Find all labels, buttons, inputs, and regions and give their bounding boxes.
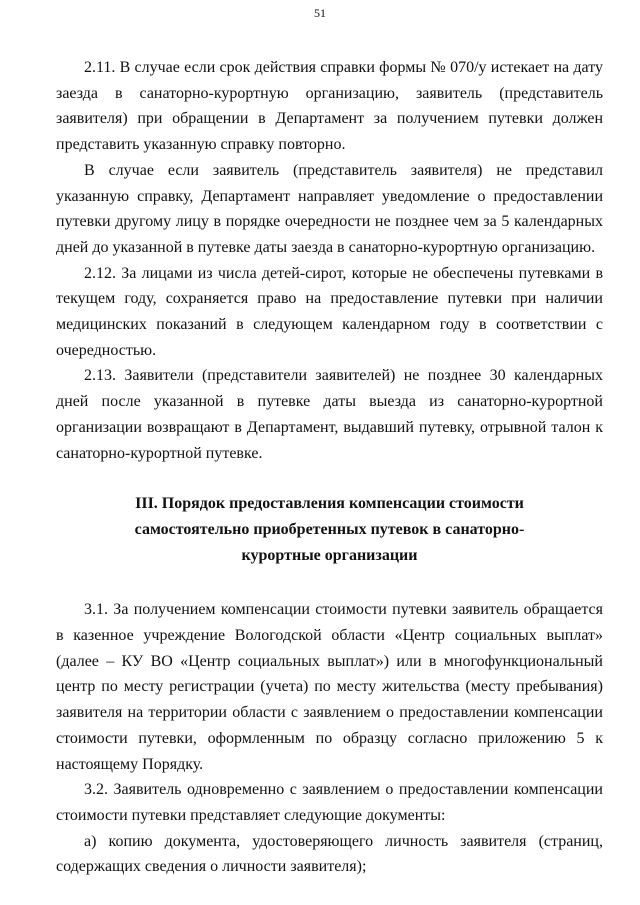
paragraph-2-13: 2.13. Заявители (представители заявителей) не позднее 30 календарных дней после указанной в путевке даты выезда из санаторно-курортной организации возвращают в Департамент, выдавший путевку, отрывной талон к санаторно-курортной путевке.: [56, 367, 603, 462]
page-number: 51: [314, 6, 326, 20]
section-heading: III. Порядок предоставления компенсации стоимости самостоятельно приобретенных путевок в санаторно-курортные организации: [134, 495, 525, 564]
paragraph-3-2-a: а) копию документа, удостоверяющего личность заявителя (страниц, содержащих сведения о личности заявителя);: [56, 832, 603, 876]
paragraph-3-1: 3.1. За получением компенсации стоимости путевки заявитель обращается в казенное учреждение Вологодской области «Центр социальных выплат» (далее – КУ ВО «Центр социальных выплат») или в многофункциональный центр по месту регистрации (учета) по месту жительства (месту пребывания) заявителя на территории области с заявлением о предоставлении компенсации стоимости путевки, оформленным по образцу согласно приложению 5 к настоящему Порядку.: [56, 601, 603, 773]
paragraph-3-2: 3.2. Заявитель одновременно с заявлением о предоставлении компенсации стоимости путевки представляет следующие документы:: [56, 781, 603, 824]
document-body: [56, 55, 603, 880]
paragraph-2-11: 2.11. В случае если срок действия справки формы № 070/у истекает на дату заезда в санаторно-курортную организацию, заявитель (представитель заявителя) при обращении в Департамент за получением путевки должен представить указанную справку повторно.: [56, 59, 603, 154]
paragraph-2-11-continuation: В случае если заявитель (представитель заявителя) не представил указанную справку, Департамент направляет уведомление о предоставлении путевки другому лицу в порядке очередности не позднее чем за 5 календарных дней до указанной в путевке даты заезда в санаторно-курортную организацию.: [56, 161, 603, 256]
paragraph-2-12: 2.12. За лицами из числа детей-сирот, которые не обеспечены путевками в текущем году, сохраняется право на предоставление путевки при наличии медицинских показаний в следующем календарном году в соответствии с очередностью.: [56, 264, 603, 359]
